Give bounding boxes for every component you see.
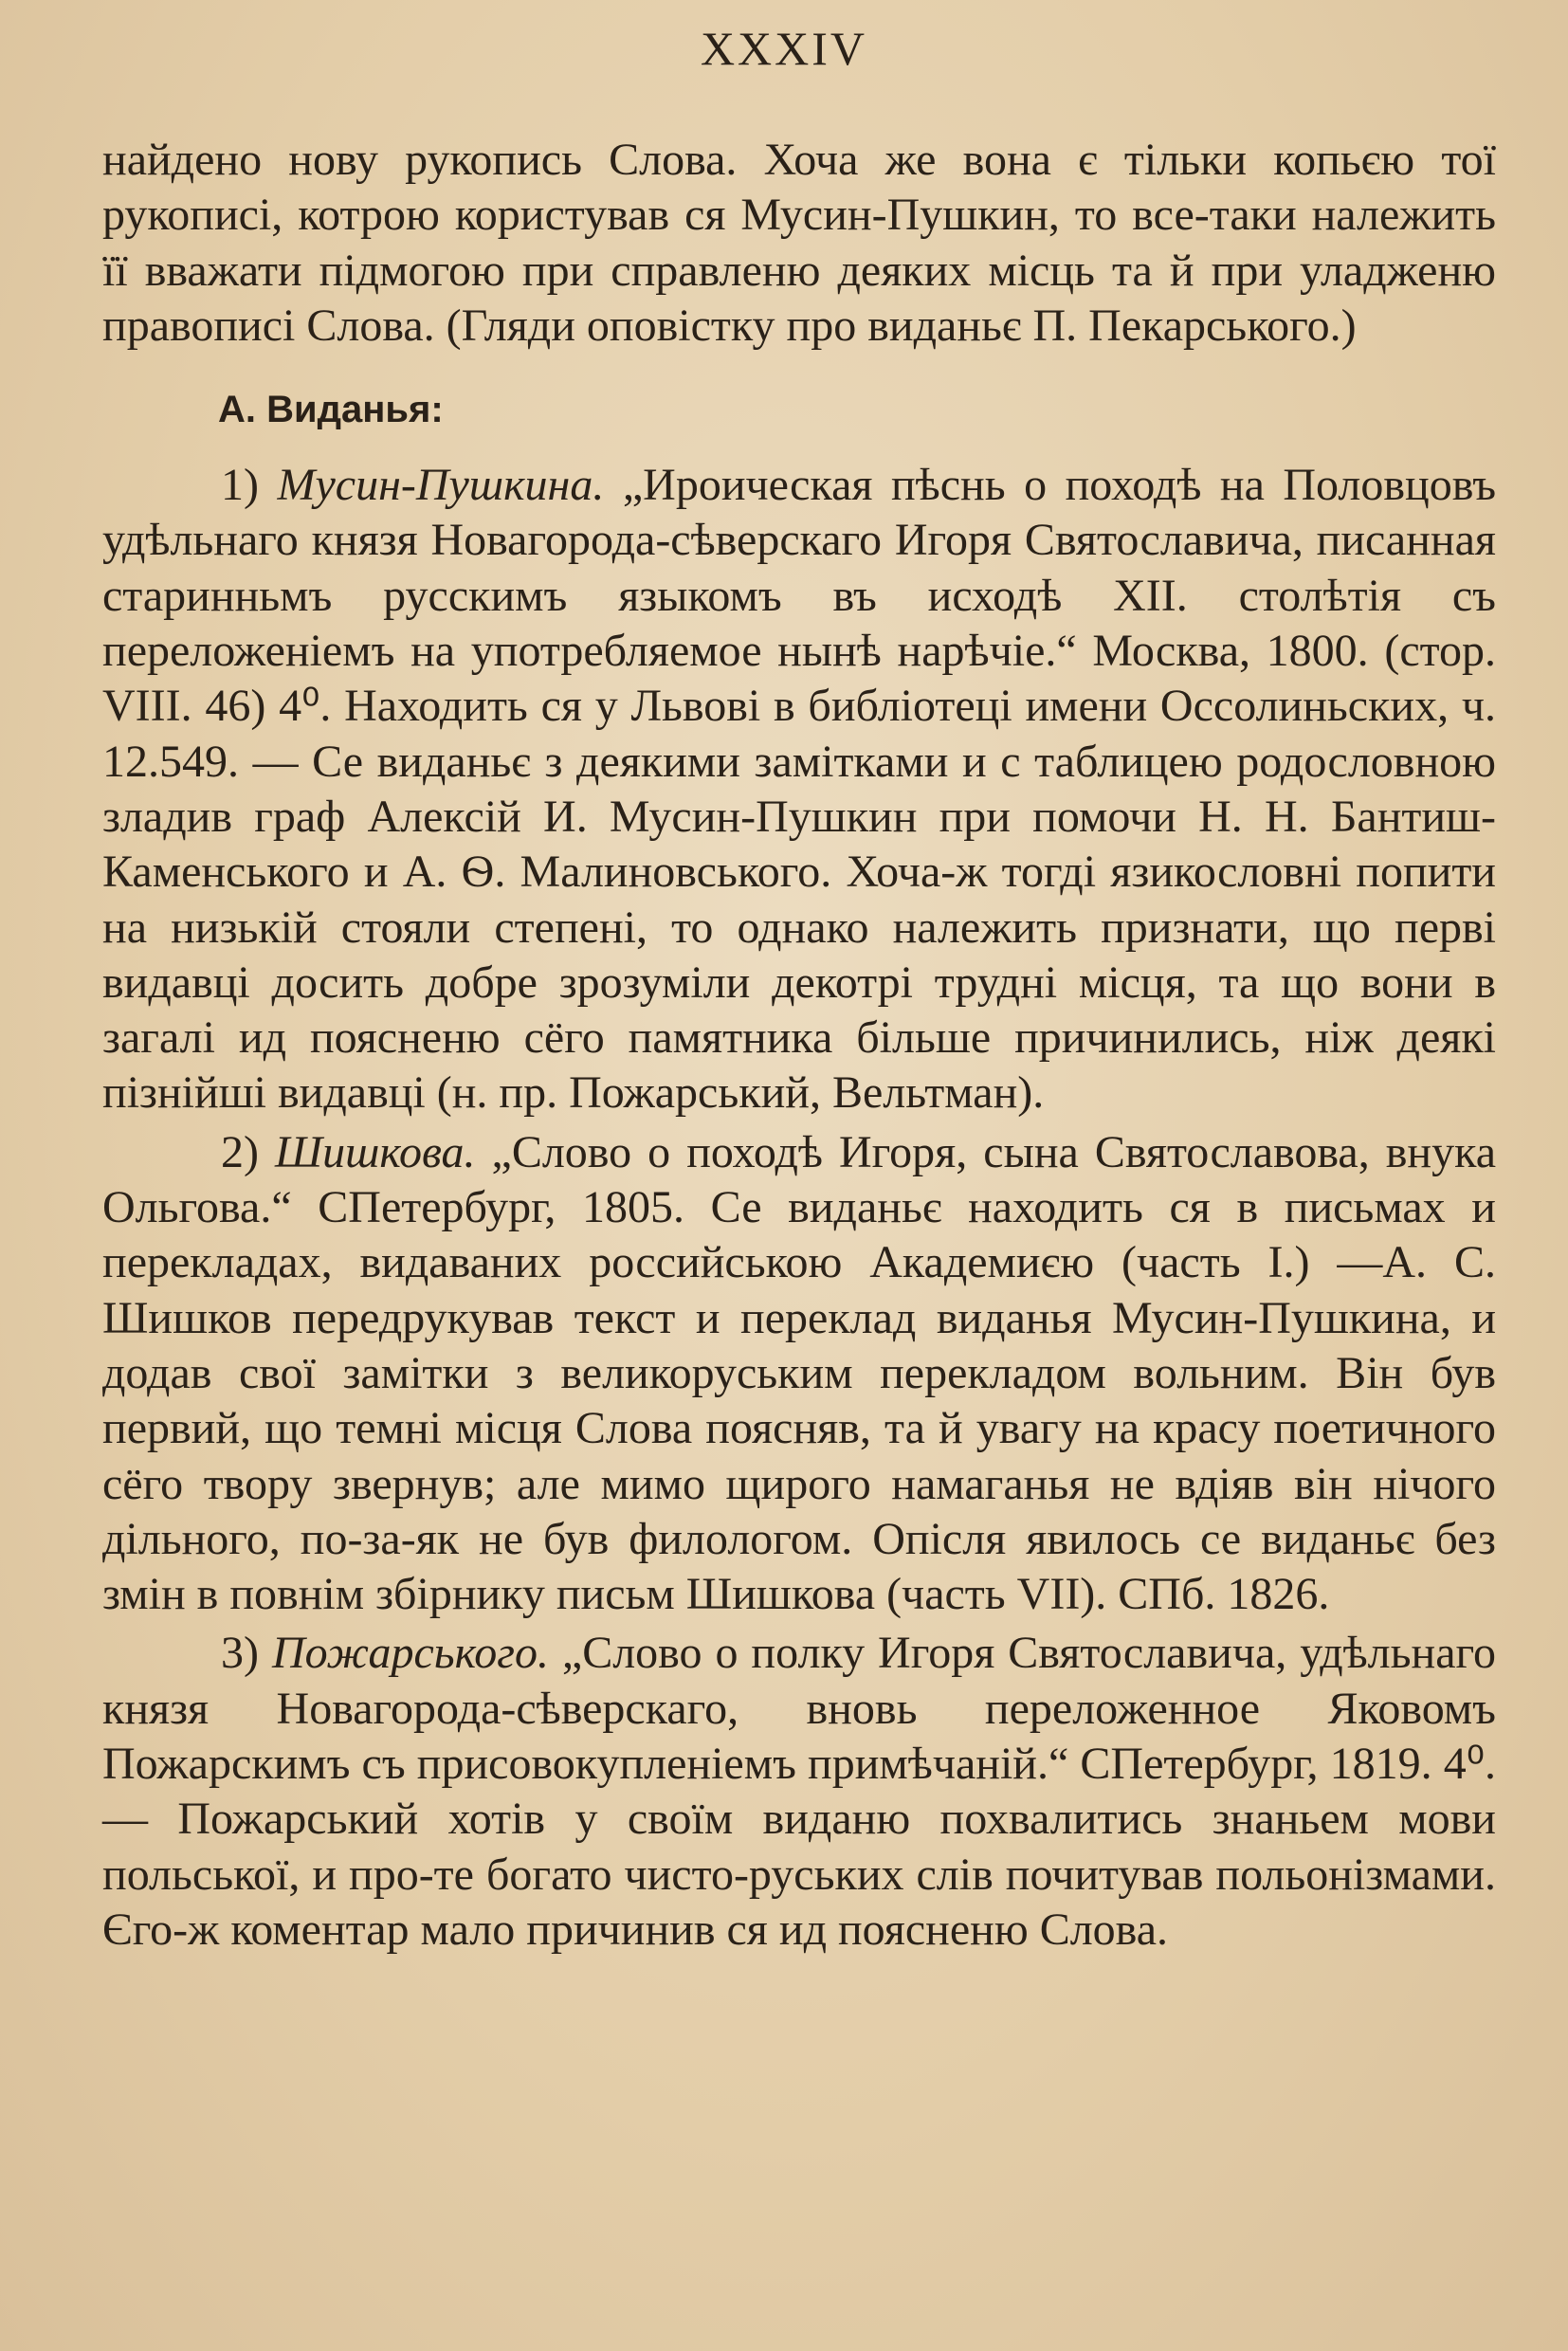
section-heading: А. Виданья: [218,389,444,431]
entry-text: „Ироическая пѣснь о походѣ на Половцовъ удѣльнаго князя Новагорода-сѣверскаго Игоря Святославича, писанная старинньмъ русскимъ языкомъ въ исходѣ XII. столѣтія съ переложеніемъ на употребляемое нынѣ нарѣчіе.“ Москва, 1800. (стор. VIII. 46) 4⁰. Находить ся у Львові в библіотеці имени Оссолиньских, ч. 12.549. — Се виданьє з деякими замітками и с таблицею родословною зладив граф Алексій И. Мусин-Пушкин при помочи Н. Н. Бантиш-Каменського и А. Ѳ. Малиновського. Хоча-ж тогді язикословні попити на низькій стояли степені, то однако належить признати, що перві видавці досить добре зрозуміли декотрі трудні місця, та що вони в загалі ид поясненю сёго памятника більше причинились, ніж деякі пізнійші видавці (н. пр. Пожарський, Вельтман). [102,460,1497,1119]
entry-3 [102,1626,1496,1958]
entry-editor: Мусин-Пушкина. [277,460,605,511]
entry-text: „Слово о полку Игоря Святославича, удѣльнаго князя Новагорода-сѣверскаго, вновь переложенное Яковомъ Пожарскимъ съ присовокупленіемъ примѣчаній.“ СПетербург, 1819. 4⁰. — Пожарський хотів у своїм виданю похвалитись знаньем мови польської, и про-те богато чисто-руських слів почитував польонізмами. Єго-ж коментар мало причинив ся ид поясненю Слова. [102,1628,1497,1955]
entry-text: „Слово о походѣ Игоря, сына Святославова, внука Ольгова.“ СПетербург, 1805. Се виданьє находить ся в письмах и перекладах, видаваних российською Академиєю (часть I.) —А. С. Шишков передрукував текст и переклад виданья Мусин-Пушкина, и додав свої замітки з великоруським перекладом вольним. Він був первий, що темні місця Слова поясняв, та й увагу на красу поетичного сёго твору звернув; але мимо щирого намаганья не вдіяв він нічого дільного, по-за-як не був филологом. Опісля явилось се виданьє без змін в повнім збірнику письм Шишкова (часть VII). СПб. 1826. [102,1126,1497,1620]
entry-editor: Пожарського. [271,1628,549,1679]
entry-number: 2) [221,1126,259,1177]
entry-1 [102,458,1496,1121]
page-number: XXXIV [700,22,868,75]
entry-2 [102,1125,1496,1623]
body-text [102,133,1496,1958]
entry-editor: Шишкова. [275,1126,476,1177]
entry-number: 1) [221,460,259,511]
entry-number: 3) [221,1628,259,1679]
intro-paragraph: найдено нову рукопись Слова. Хоча же вона є тільки копьєю тої рукописі, котрою користував ся Мусин-Пушкин, то все-таки належить її вважати підмогою при справленю деяких місць та й при уладженю правописі Слова. (Гляди оповістку про виданьє П. Пекарського.) [102,135,1496,351]
